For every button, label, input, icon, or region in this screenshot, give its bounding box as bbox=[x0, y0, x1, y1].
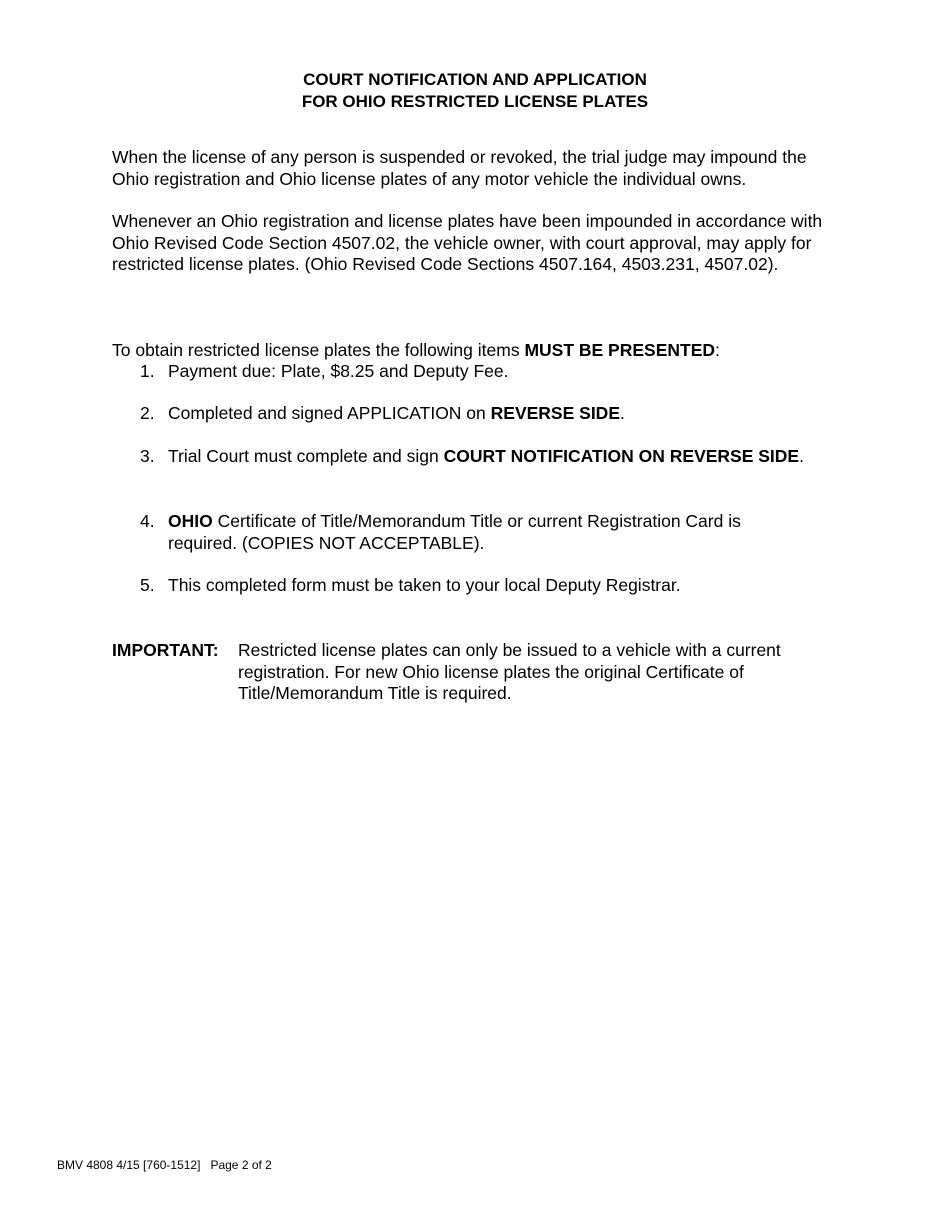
list-item-text-suffix: . bbox=[620, 403, 625, 423]
list-item-text-emphasis: OHIO bbox=[168, 511, 213, 531]
list-item-text: This completed form must be taken to your local Deputy Registrar. bbox=[168, 575, 681, 595]
intro-paragraph: When the license of any person is suspended or revoked, the trial judge may impound the Ohio registration and Ohio license plates of any motor vehicle the individual owns. bbox=[112, 147, 807, 189]
list-item-text bbox=[168, 446, 808, 468]
list-item-text-emphasis: REVERSE SIDE bbox=[490, 403, 620, 423]
requirements-intro-colon: : bbox=[715, 340, 720, 360]
list-item-text-suffix: . bbox=[799, 446, 804, 466]
list-item-text bbox=[168, 511, 808, 554]
list-item-number: 4. bbox=[140, 511, 155, 531]
title-line-1: COURT NOTIFICATION AND APPLICATION bbox=[303, 70, 647, 89]
list-item-number: 3. bbox=[140, 446, 155, 466]
important-label: IMPORTANT: bbox=[112, 640, 219, 660]
list-item-text-prefix: Completed and signed APPLICATION on bbox=[168, 403, 491, 423]
list-item-number: 5. bbox=[140, 575, 155, 595]
requirements-intro-text: To obtain restricted license plates the following items bbox=[112, 340, 525, 360]
requirements-intro-emphasis: MUST BE PRESENTED bbox=[524, 340, 716, 360]
page-number: Page 2 of 2 bbox=[210, 1158, 272, 1172]
important-text: Restricted license plates can only be issued to a vehicle with a current registration. For new Ohio license plates the original Certificate of Title/Memorandum Title is required. bbox=[238, 640, 781, 703]
list-item-text: Payment due: Plate, $8.25 and Deputy Fee. bbox=[168, 361, 509, 381]
list-item-text-emphasis: COURT NOTIFICATION ON REVERSE SIDE bbox=[443, 446, 800, 466]
document-title bbox=[0, 69, 950, 113]
list-item-number: 1. bbox=[140, 361, 155, 381]
list-item-text-suffix: Certificate of Title/Memorandum Title or current Registration Card is required. (COPIES NOT ACCEPTABLE). bbox=[168, 511, 741, 553]
form-id: BMV 4808 4/15 [760-1512] bbox=[57, 1158, 201, 1172]
requirements-intro bbox=[112, 340, 842, 362]
page-footer bbox=[57, 1158, 272, 1172]
impound-paragraph: Whenever an Ohio registration and license plates have been impounded in accordance with Ohio Revised Code Section 4507.02, the vehicle owner, with court approval, may apply for restricted license plates. (Ohio Revised Code Sections 4507.164, 4503.231, 4507.02). bbox=[112, 211, 823, 274]
list-item-text bbox=[168, 403, 808, 425]
title-line-2: FOR OHIO RESTRICTED LICENSE PLATES bbox=[301, 92, 649, 111]
list-item-text-prefix: Trial Court must complete and sign bbox=[168, 446, 444, 466]
list-item-number: 2. bbox=[140, 403, 155, 423]
